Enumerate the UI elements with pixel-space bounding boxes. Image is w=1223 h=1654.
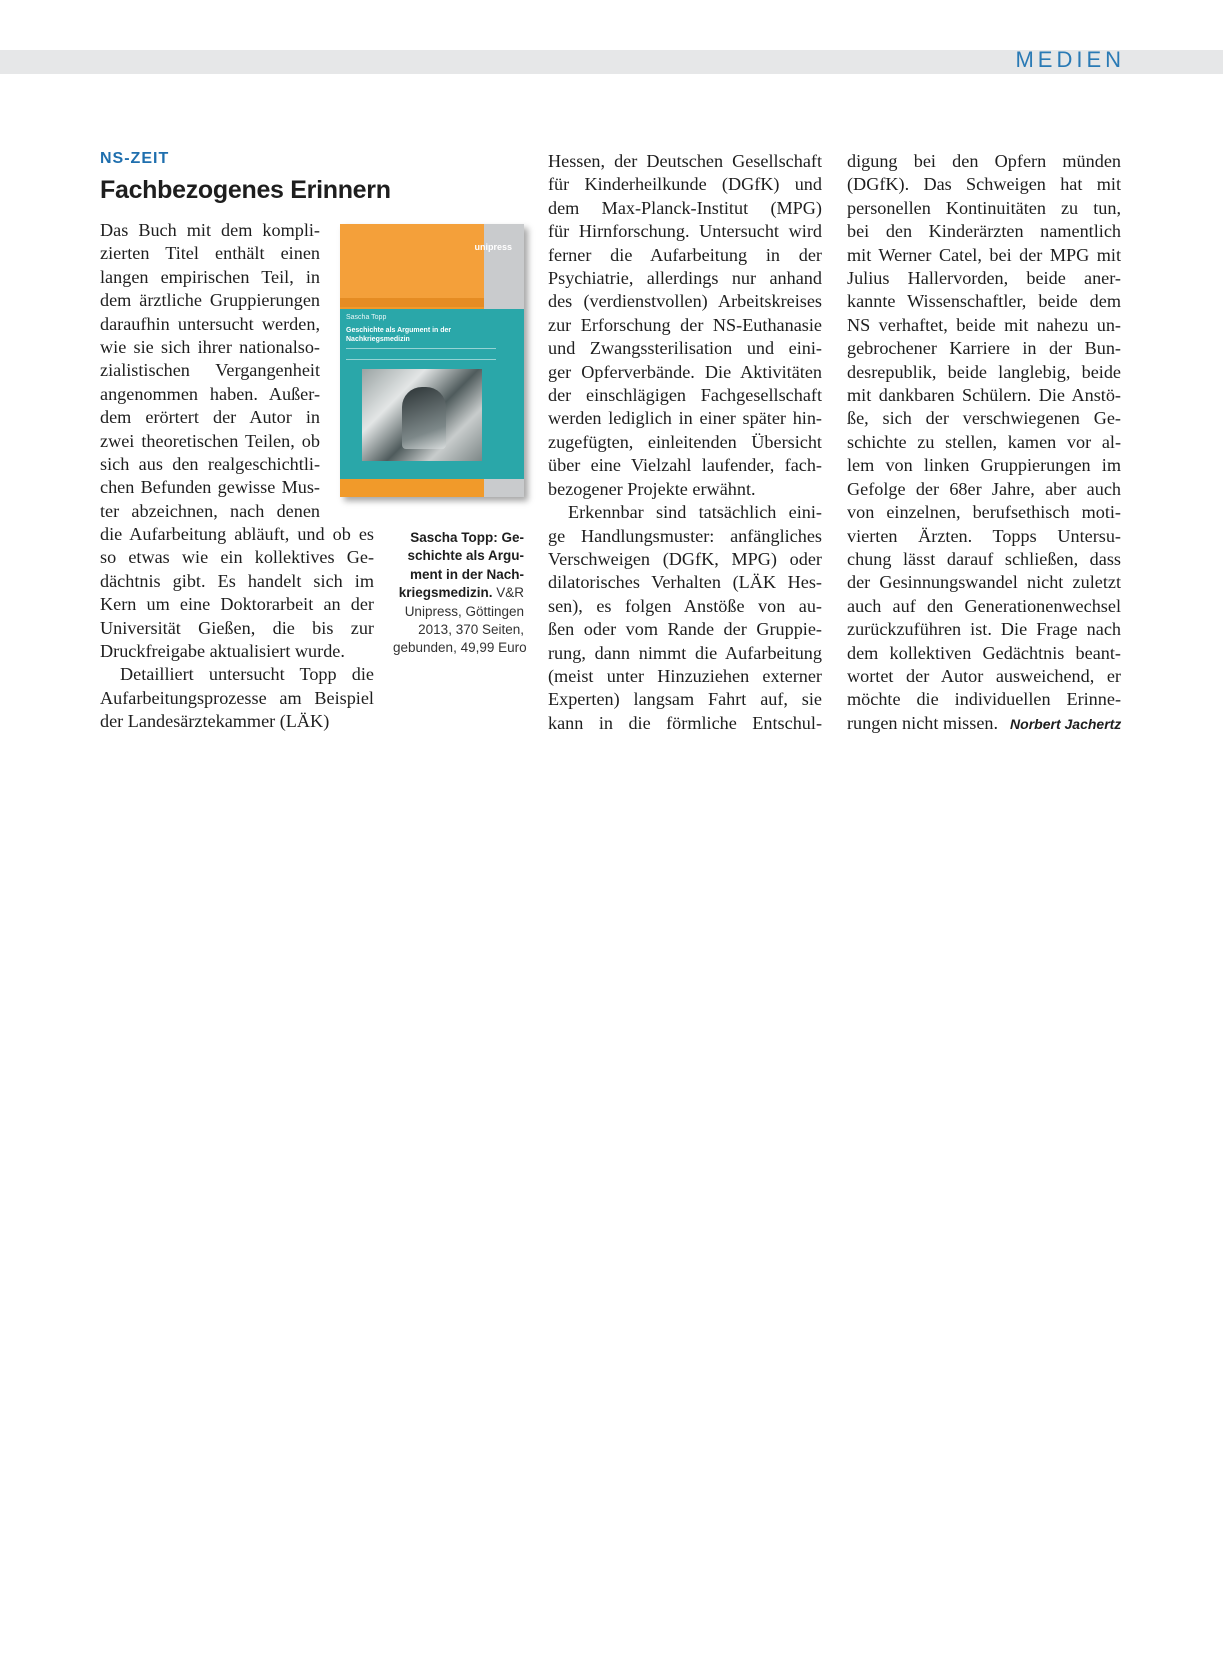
caption-line: kriegsmedizin. V&R (398, 585, 524, 601)
caption-line: Unipress, Göttingen (404, 603, 524, 619)
text-line: schichte zu stellen, kamen vor al- (847, 431, 1121, 452)
text-line: Gefolge der 68er Jahre, aber auch (847, 478, 1121, 499)
text-line: so etwas wie ein kollektives Ge- (100, 547, 374, 568)
caption-line: Sascha Topp: Ge- (410, 530, 524, 545)
column-1-upper (100, 219, 320, 523)
caption-line: ment in der Nach- (409, 566, 524, 582)
text-line: der Gesinnungswandel nicht zuletzt (847, 572, 1121, 593)
text-line: ger Opferverbände. Die Aktivitäten (548, 361, 822, 382)
text-line: rung, dann nimmt die Aufarbeitung (548, 642, 822, 663)
text-line: desrepublik, beide langlebig, beide (847, 361, 1121, 382)
text-line: (DGfK). Das Schweigen hat mit (847, 174, 1121, 195)
text-line: mit Werner Catel, bei der MPG mit (847, 244, 1121, 265)
text-line: wie sie sich ihrer nationalso- (100, 337, 320, 358)
text-line: dem kollektiven Gedächtnis beant- (847, 642, 1121, 663)
caption-line: gebunden, 49,99 Euro (393, 640, 527, 656)
text-line: ße, sich der verschwiegenen Ge- (847, 408, 1121, 429)
text-line: zurückzuführen ist. Die Frage nach (847, 619, 1121, 640)
text-line: werden lediglich in einer später hin- (548, 408, 822, 429)
column-1-lower (100, 523, 374, 734)
text-line: ge Handlungsmuster: anfängliches (548, 525, 822, 546)
text-line: chen Befunden gewisse Mus- (100, 477, 320, 498)
text-line: rungen nicht missen. Norbert Jachertz (847, 712, 1122, 733)
text-line: sich aus den realgeschichtli- (100, 454, 320, 475)
text-line: zur Erforschung der NS-Euthanasie (548, 314, 822, 335)
text-line: für Kinderheilkunde (DGfK) und (548, 174, 822, 195)
text-line: digung bei den Opfern münden (847, 151, 1121, 171)
text-line: Hessen, der Deutschen Gesellschaft (548, 151, 822, 171)
text-line: ter abzeichnen, nach denen (100, 500, 320, 521)
text-line: kann in die förmliche Entschul- (548, 712, 822, 733)
text-line: Detailliert untersucht Topp die (120, 664, 374, 685)
text-line: der einschlägigen Fachgesellschaft (548, 385, 822, 406)
text-line: von einzelnen, berufsethisch moti- (847, 502, 1121, 523)
text-line: zwei theoretischen Teilen, ob (100, 430, 320, 451)
cover-photo-figure (402, 387, 446, 449)
text-line: ferner die Aufarbeitung in der (548, 244, 822, 265)
cover-series-strip (340, 298, 484, 307)
text-line: NS verhaftet, beide mit nahezu un- (847, 314, 1121, 335)
caption-line: 2013, 370 Seiten, (418, 622, 524, 638)
article-kicker: NS-ZEIT (100, 150, 170, 167)
text-line: Druckfreigabe aktualisiert wurde. (100, 641, 345, 662)
text-line: (meist unter Hinzuziehen externer (548, 665, 822, 686)
cover-title: Geschichte als Argument in der Nachkriegsmedizin (346, 327, 452, 343)
text-line: dilatorisches Verhalten (LÄK Hes- (548, 572, 822, 593)
cover-subtitle-rule (346, 348, 496, 360)
text-line: für Hirnforschung. Untersucht wird (548, 221, 822, 242)
text-line: Experten) langsam Fahrt auf, sie (548, 689, 822, 710)
text-line: die Aufarbeitung abläuft, und ob es (100, 524, 374, 544)
text-line: langen empirischen Teil, in (100, 266, 320, 287)
text-line: Aufarbeitungsprozesse am Beispiel (100, 687, 374, 708)
text-line: Psychiatrie, allerdings nur anhand (548, 268, 822, 289)
text-line: Universität Gießen, die bis zur (100, 617, 374, 638)
text-line: wortet der Autor ausweichend, er (847, 665, 1121, 686)
text-line: daraufhin untersucht werden, (100, 313, 320, 334)
text-line: gebrochener Karriere in der Bun- (847, 338, 1121, 359)
text-line: Verschweigen (DGfK, MPG) oder (548, 548, 822, 569)
article-author: Norbert Jachertz (1010, 715, 1122, 732)
text-line: Das Buch mit dem kompli- (100, 220, 320, 240)
text-line: sen), es folgen Anstöße von au- (548, 595, 822, 616)
text-line: chung lässt darauf schließen, dass (847, 548, 1121, 569)
text-line: der Landesärztekammer (LÄK) (100, 711, 330, 732)
book-cover-image (340, 224, 524, 497)
text-line: bei den Kinderärzten namentlich (847, 221, 1121, 242)
section-label: MEDIEN (1015, 47, 1125, 72)
text-line: angenommen haben. Außer- (100, 383, 320, 404)
column-2 (548, 150, 822, 735)
text-line: dächtnis gibt. Es handelt sich im (100, 570, 374, 591)
text-line: bezogener Projekte erwähnt. (548, 478, 756, 499)
text-line: dem erörtert der Autor in (100, 407, 320, 428)
text-line: Kern um eine Doktorarbeit an der (100, 594, 374, 615)
text-line: Julius Hallervorden, beide aner- (847, 268, 1121, 289)
text-line: zugefügten, einleitenden Übersicht (548, 431, 822, 452)
text-line: dem Max-Planck-Institut (MPG) (548, 197, 822, 218)
text-line: möchte die individuellen Erinne- (847, 689, 1121, 710)
cover-bottom-orange (340, 479, 484, 497)
text-line: ßen oder vom Rande der Gruppie- (548, 619, 822, 640)
text-line: vierten Ärzten. Topps Untersu- (847, 525, 1121, 546)
text-line: über eine Vielzahl laufender, fach- (548, 455, 822, 476)
book-caption (393, 529, 527, 658)
column-3 (847, 150, 1121, 736)
cover-publisher: unipress (474, 242, 512, 252)
text-line: personellen Kontinuitäten zu tun, (847, 197, 1121, 218)
text-line: mit dankbaren Schülern. Die Anstö- (847, 385, 1121, 406)
text-line: zialistischen Vergangenheit (100, 360, 320, 381)
text-line: dem ärztliche Gruppierungen (100, 290, 320, 311)
cover-orange-block (340, 224, 484, 304)
text-line: kannte Wissenschaftler, beide dem (847, 291, 1121, 312)
text-line: lem von linken Gruppierungen im (847, 455, 1121, 476)
text-line: und Zwangssterilisation und eini- (548, 338, 822, 359)
article-headline: Fachbezogenes Erinnern (100, 176, 391, 204)
cover-photo (362, 369, 482, 461)
text-line: Erkennbar sind tatsächlich eini- (568, 502, 822, 523)
text-line: zierten Titel enthält einen (100, 243, 320, 264)
text-line: auch auf den Generationenwechsel (847, 595, 1121, 616)
text-line: des (verdienstvollen) Arbeitskreises (548, 291, 822, 312)
caption-line: schichte als Argu- (407, 548, 524, 564)
cover-author: Sascha Topp (346, 314, 387, 321)
